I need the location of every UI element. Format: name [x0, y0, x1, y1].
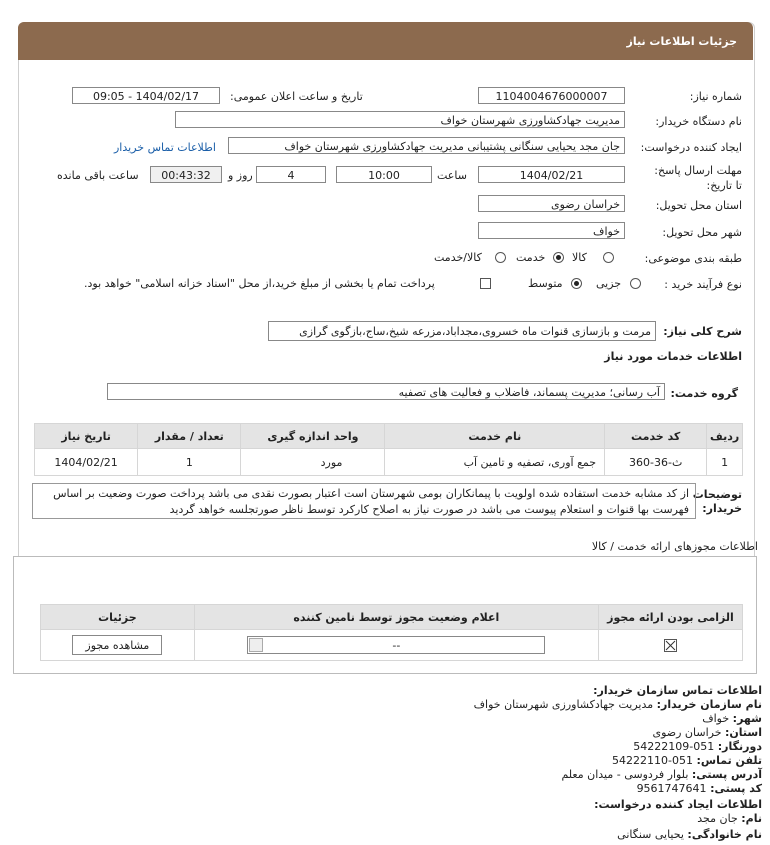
row-date: 1404/02/21 [35, 449, 138, 476]
need-number-label: شماره نیاز: [689, 90, 742, 103]
creator-family-value: یحیایی سنگانی [617, 828, 684, 841]
category-both-radio[interactable] [495, 252, 506, 263]
deadline-label: مهلت ارسال پاسخ: تا تاریخ: [654, 164, 742, 192]
notes-field: از کد مشابه خدمت استفاده شده اولویت با پیمانکاران بومی شهرستان است اعتبار بصورت نقدی می باشد پرداخت صورت وضعیت بر اساس فهرست بها قنوات و استعلام پیوست می باشد در صورت نیاز به اصلاح کارکرد توسط ناظر صورتجلسه خواهد گردید [32, 483, 696, 519]
col-unit: واحد اندازه گیری [241, 424, 385, 449]
scroll-handle-icon[interactable] [249, 638, 263, 652]
category-label: طبقه بندی موضوعی: [644, 252, 742, 265]
services-section-title: اطلاعات خدمات مورد نیاز [604, 350, 742, 363]
category-service-radio[interactable] [553, 252, 564, 263]
summary-label: شرح کلی نیاز: [663, 325, 742, 338]
row-index: 1 [707, 449, 743, 476]
process-minor-radio[interactable] [630, 278, 641, 289]
treasury-payment-note: پرداخت تمام یا بخشی از مبلغ خرید،از محل "اسناد خزانه اسلامی" خواهد بود. [84, 277, 435, 290]
view-license-button[interactable]: مشاهده مجوز [72, 635, 162, 655]
table-row [35, 449, 743, 476]
announce-label: تاریخ و ساعت اعلان عمومی: [230, 90, 363, 103]
contact-city-key: شهر: [732, 712, 762, 725]
contact-org-key: نام سازمان خریدار: [656, 698, 762, 711]
process-medium-label: متوسط [528, 277, 563, 290]
notes-label: توضیحات خریدار: [692, 488, 742, 515]
contact-org-value: مدیریت جهادکشاورزی شهرستان خواف [473, 698, 654, 711]
creator-field: جان مجد یحیایی سنگانی پشتیبانی مدیریت جهادکشاورزی شهرستان خواف [228, 137, 625, 154]
contact-province-value: خراسان رضوی [652, 726, 722, 739]
service-group-label: گروه خدمت: [670, 387, 738, 400]
page-header [18, 22, 753, 60]
buyer-contact-link[interactable]: اطلاعات تماس خریدار [114, 141, 216, 154]
category-goods-label: کالا [572, 251, 587, 264]
treasury-payment-checkbox[interactable] [480, 278, 491, 289]
contact-postal-key: کد پستی: [710, 782, 762, 795]
deadline-time-field: 10:00 [336, 166, 432, 183]
service-group-field: آب رسانی؛ مدیریت پسماند، فاضلاب و فعالیت های تصفیه [107, 383, 665, 400]
summary-field: مرمت و بازسازی قنوات ماه خسروی،مجداباد،مزرعه شیخ،ساج،بازگوی گرازی [268, 321, 656, 341]
deadline-date-field: 1404/02/21 [478, 166, 625, 183]
process-minor-label: جزیی [596, 277, 622, 290]
contact-city-value: خواف [702, 712, 730, 725]
license-status-select[interactable] [247, 636, 545, 654]
contact-phone-key: تلفن تماس: [696, 754, 762, 767]
col-qty: تعداد / مقدار [138, 424, 241, 449]
days-field: 4 [256, 166, 326, 183]
col-code: کد خدمت [605, 424, 707, 449]
contact-address-key: آدرس پستی: [691, 768, 762, 781]
contact-fax-key: دورنگار: [717, 740, 762, 753]
row-name: جمع آوری، تصفیه و تامین آب [385, 449, 605, 476]
col-row: ردیف [707, 424, 743, 449]
creator-label: ایجاد کننده درخواست: [640, 141, 742, 154]
creator-heading: اطلاعات ایجاد کننده درخواست: [594, 798, 762, 811]
row-code: ث-36-360 [605, 449, 707, 476]
city-field: خواف [478, 222, 625, 239]
remaining-time-field: 00:43:32 [150, 166, 222, 183]
license-status-value: -- [392, 639, 401, 652]
col-license-required: الزامی بودن ارائه مجوز [598, 605, 742, 630]
remaining-label: ساعت باقی مانده [57, 169, 139, 182]
contact-fax-value: 051-54222109 [633, 740, 715, 753]
creator-family-key: نام خانوادگی: [687, 828, 762, 841]
category-goods-radio[interactable] [603, 252, 614, 263]
contact-heading: اطلاعات تماس سازمان خریدار: [593, 684, 762, 697]
creator-name-key: نام: [741, 812, 762, 825]
contact-address-value: بلوار فردوسی - میدان معلم [561, 768, 689, 781]
creator-name-value: جان مجد [697, 812, 738, 825]
province-field: خراسان رضوی [478, 195, 625, 212]
buyer-org-field: مدیریت جهادکشاورزی شهرستان خواف [175, 111, 625, 128]
services-table [34, 423, 743, 476]
deadline-time-label: ساعت [437, 169, 467, 182]
licenses-title: اطلاعات مجوزهای ارائه خدمت / کالا [591, 540, 758, 553]
contact-phone-value: 051-54222110 [612, 754, 694, 767]
details-panel [18, 22, 755, 607]
days-label: روز و [228, 169, 253, 182]
city-label: شهر محل تحویل: [662, 226, 742, 239]
need-number-field: 1104004676000007 [478, 87, 625, 104]
category-service-label: خدمت [516, 251, 546, 264]
contact-province-key: استان: [725, 726, 762, 739]
contact-postal-value: 9561747641 [636, 782, 707, 795]
licenses-table [40, 604, 743, 661]
process-label: نوع فرآیند خرید : [664, 278, 742, 291]
category-both-label: کالا/خدمت [434, 251, 482, 264]
process-medium-radio[interactable] [571, 278, 582, 289]
col-date: تاریخ نیاز [35, 424, 138, 449]
col-name: نام خدمت [385, 424, 605, 449]
required-checkbox [664, 639, 677, 652]
announce-field: 1404/02/17 - 09:05 [72, 87, 220, 104]
row-unit: مورد [241, 449, 385, 476]
buyer-org-label: نام دستگاه خریدار: [655, 115, 742, 128]
col-license-details: جزئیات [41, 605, 195, 630]
row-qty: 1 [138, 449, 241, 476]
table-row [41, 630, 743, 661]
province-label: استان محل تحویل: [655, 199, 742, 212]
page-title: جزئیات اطلاعات نیاز [626, 35, 737, 48]
col-license-status: اعلام وضعیت مجوز توسط نامین کننده [194, 605, 598, 630]
